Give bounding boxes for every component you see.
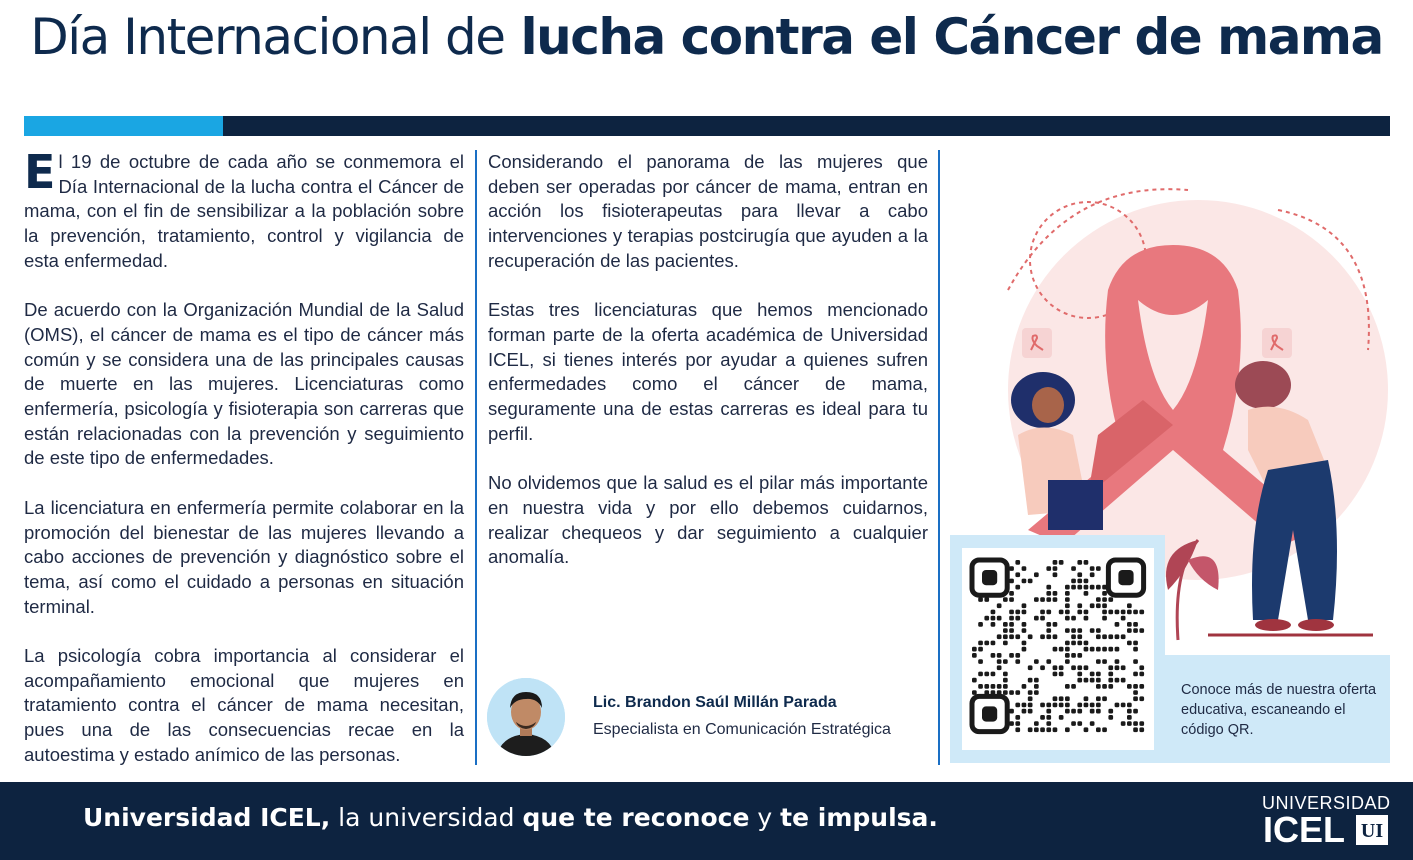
- page-title: [0, 8, 1413, 66]
- logo-text-top: UNIVERSIDAD: [1262, 793, 1391, 813]
- header-bar-accent: [24, 116, 223, 136]
- article-column-2: [488, 150, 928, 595]
- header-bar-dark: [223, 116, 1390, 136]
- qr-caption: Conoce más de nuestra oferta educativa, escaneando el código QR.: [1181, 682, 1377, 738]
- paragraph-fisioterapia: Considerando el panorama de las mujeres que deben ser operadas por cáncer de mama, entran en acción los fisioterapeutas para llevar a cabo intervenciones y terapias postcirugía que ayuden a la recuperación de las pacientes.: [488, 151, 928, 271]
- qr-code[interactable]: [962, 548, 1154, 750]
- author-name: Lic. Brandon Saúl Millán Parada: [593, 694, 837, 711]
- paragraph-intro: El 19 de octubre de cada año se conmemora el Día Internacional de la lucha contra el Cáncer de mama, con el fin de sensibilizar a la población sobre la prevención, tratamiento, control y vigilancia de esta enfermedad.: [24, 145, 464, 271]
- paragraph-psicologia: La psicología cobra importancia al considerar el acompañamiento emocional que mujeres en tratamiento contra el cáncer de mama necesitan, pues una de las consecuencias recae en la autoestima y estado anímico de las personas.: [24, 645, 464, 765]
- author-avatar: [487, 678, 565, 756]
- author-role: Especialista en Comunicación Estratégica: [593, 721, 891, 738]
- footer-slogan: Universidad ICEL, la universidad que te reconoce y te impulsa.: [83, 803, 938, 832]
- logo-text-main: ICEL: [1263, 809, 1346, 850]
- paragraph-salud: No olvidemos que la salud es el pilar más importante en nuestra vida y por ello debemos cuidarnos, realizar chequeos y dar seguimiento a cualquier anomalía.: [488, 472, 928, 568]
- title-bold: lucha contra el Cáncer de mama: [520, 8, 1383, 66]
- column-divider: [938, 150, 940, 765]
- article-column-1: [24, 145, 464, 792]
- drop-cap: E: [24, 145, 56, 199]
- column-divider: [475, 150, 477, 765]
- paragraph-oms: De acuerdo con la Organización Mundial de la Salud (OMS), el cáncer de mama es el tipo de cáncer más común y se considera una de las principales causas de muerte en las mujeres. Licenciaturas como enfermería, psicología y fisioterapia son carreras que están relacionadas con la prevención y seguimiento de este tipo de enfermedades.: [24, 299, 464, 469]
- logo-badge: UI: [1356, 815, 1388, 845]
- paragraph-oferta: Estas tres licenciaturas que hemos mencionado forman parte de la oferta académica de Universidad ICEL, si tienes interés por ayudar a quienes sufren enfermedades como el cáncer de mama, seguramente una de estas carreras es ideal para tu perfil.: [488, 299, 928, 444]
- paragraph-enfermeria: La licenciatura en enfermería permite colaborar en la promoción del bienestar de las mujeres llevando a cabo acciones de prevención y diagnóstico sobre el tema, así como el cuidado a personas en situación terminal.: [24, 496, 464, 617]
- title-light: Día Internacional de: [30, 8, 505, 66]
